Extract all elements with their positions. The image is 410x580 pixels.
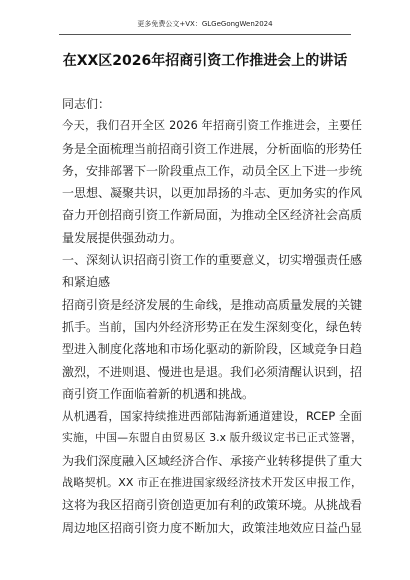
body-line: 激烈，不进则退、慢进也是退。我们必须清醒认识到，招 xyxy=(62,364,362,379)
body-line: 周边地区招商引资力度不断加大，政策洼地效应日益凸显 xyxy=(62,520,362,535)
body-line: 招商引资是经济发展的生命线，是推动高质量发展的关键 xyxy=(62,297,362,312)
body-line: 战略契机。XX 市正在推进国家级经济技术开发区申报工作， xyxy=(62,476,362,490)
header-divider xyxy=(59,34,351,35)
section-heading-line: 和紧迫感 xyxy=(62,275,111,290)
salutation-line: 同志们： xyxy=(62,97,111,111)
body-line: 从机遇看，国家持续推进西部陆海新通道建设，RCEP 全面 xyxy=(62,409,362,424)
body-line: 商引资工作面临着新的机遇和挑战。 xyxy=(62,386,255,401)
body-line: 这将为我区招商引资创造更加有利的政策环境。从挑战看 xyxy=(62,498,362,513)
body-line: 务，安排部署下一阶段重点工作，动员全区上下进一步统 xyxy=(62,163,362,178)
body-line: 务是全面梳理当前招商引资工作进展，分析面临的形势任 xyxy=(62,141,362,156)
page-header-text: 更多免费公文+VX：GLGeGongWen2024 xyxy=(137,20,273,28)
body-line: 为我们深度融入区域经济合作、承接产业转移提供了重大 xyxy=(62,453,362,468)
body-line: 一思想、凝聚共识，以更加昂扬的斗志、更加务实的作风 xyxy=(62,186,362,201)
body-line: 型进入制度化落地和市场化驱动的新阶段，区域竞争日趋 xyxy=(62,342,362,357)
body-line: 今天，我们召开全区 2026 年招商引资工作推进会，主要任 xyxy=(62,119,362,133)
section-heading-line: 一、深刻认识招商引资工作的重要意义，切实增强责任感 xyxy=(62,253,362,268)
body-line: 奋力开创招商引资工作新局面，为推动全区经济社会高质 xyxy=(62,208,362,223)
body-line: 实施，中国—东盟自由贸易区 3.x 版升级议定书已正式签署， xyxy=(62,431,362,445)
document-body xyxy=(62,93,362,539)
document-title: 在XX区2026年招商引资工作推进会上的讲话 xyxy=(62,53,348,69)
body-line: 量发展提供强劲动力。 xyxy=(62,230,183,245)
body-line: 抓手。当前，国内外经济形势正在发生深刻变化，绿色转 xyxy=(62,319,362,334)
